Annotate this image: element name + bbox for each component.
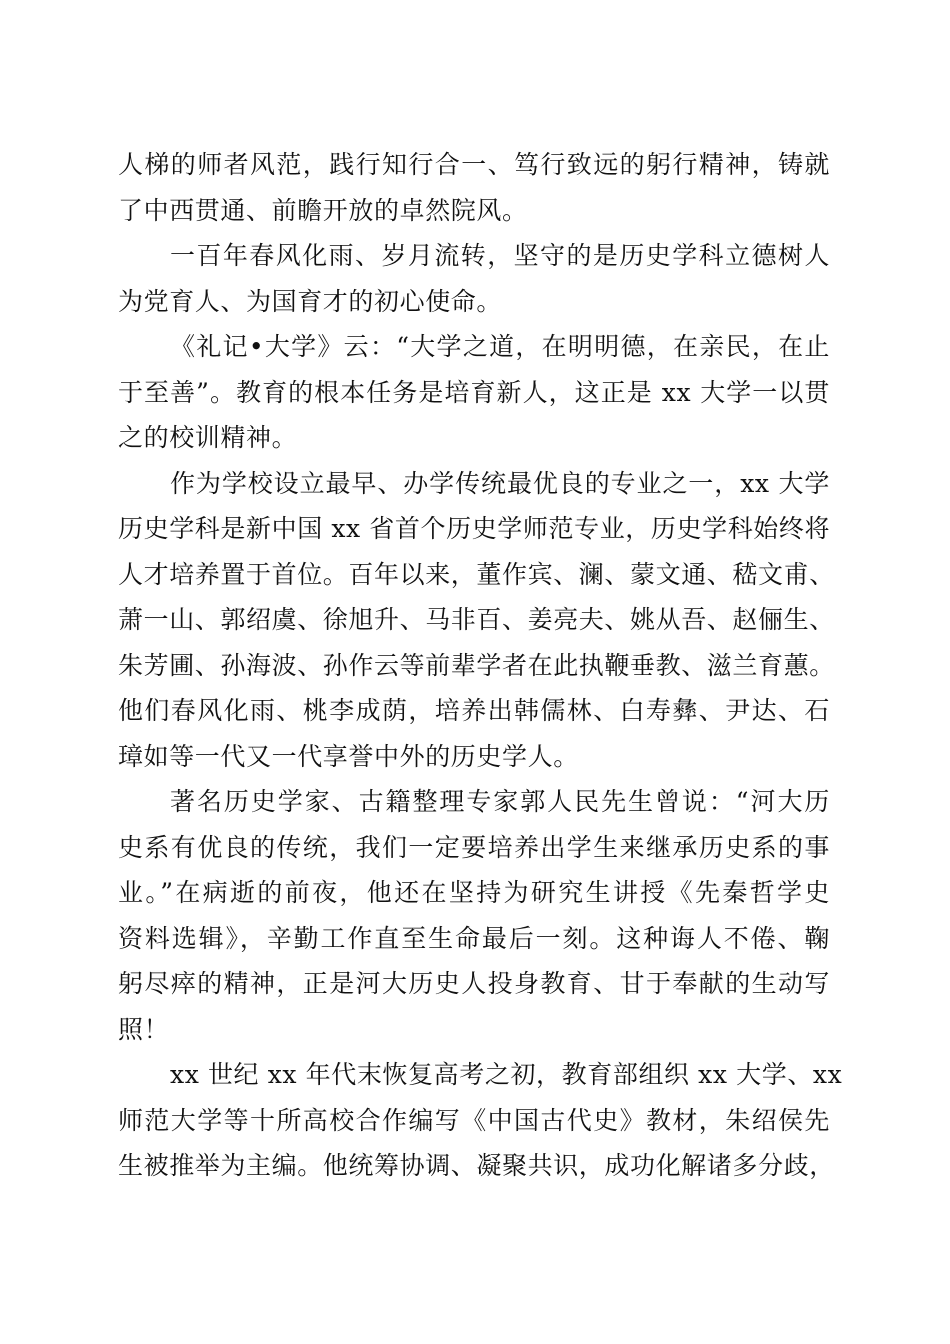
paragraph bbox=[118, 1052, 843, 1189]
text-line: 《礼记•大学》云：“大学之道，在明明德，在亲民，在止 bbox=[170, 332, 830, 361]
paragraph bbox=[118, 142, 830, 233]
paragraph bbox=[118, 233, 830, 324]
text-line: xx 世纪 xx 年代末恢复高考之初，教育部组织 xx 大学、xx bbox=[170, 1060, 843, 1089]
text-line: 于至善”。教育的根本任务是培育新人，这正是 xx 大学一以贯 bbox=[118, 377, 830, 407]
text-line: 著名历史学家、古籍整理专家郭人民先生曾说：“河大历 bbox=[170, 787, 830, 816]
text-line: 璋如等一代又一代享誉中外的历史学人。 bbox=[118, 741, 579, 771]
text-line: 了中西贯通、前瞻开放的卓然院风。 bbox=[118, 195, 528, 225]
text-line: 史系有优良的传统，我们一定要培养出学生来继承历史系的事 bbox=[118, 832, 830, 862]
text-line: 躬尽瘁的精神，正是河大历史人投身教育、甘于奉献的生动写 bbox=[118, 969, 830, 998]
paragraph bbox=[118, 779, 830, 1052]
text-line: 他们春风化雨、桃李成荫，培养出韩儒林、白寿彝、尹达、石 bbox=[118, 696, 830, 725]
paragraph bbox=[118, 461, 835, 780]
text-line: 萧一山、郭绍虞、徐旭升、马非百、姜亮夫、姚从吾、赵俪生、 bbox=[118, 605, 835, 634]
text-line: 历史学科是新中国 xx 省首个历史学师范专业，历史学科始终将 bbox=[118, 514, 831, 543]
body-text bbox=[118, 142, 843, 1189]
text-line: 朱芳圃、孙海波、孙作云等前辈学者在此执鞭垂教、滋兰育蕙。 bbox=[118, 650, 835, 680]
text-line: 人梯的师者风范，践行知行合一、笃行致远的躬行精神，铸就 bbox=[118, 150, 830, 179]
text-line: 一百年春风化雨、岁月流转，坚守的是历史学科立德树人 bbox=[170, 241, 830, 270]
text-line: 作为学校设立最早、办学传统最优良的专业之一，xx 大学 bbox=[170, 468, 830, 498]
text-line: 业。”在病逝的前夜，他还在坚持为研究生讲授《先秦哲学史 bbox=[118, 878, 830, 907]
text-line: 师范大学等十所高校合作编写《中国古代史》教材，朱绍侯先 bbox=[118, 1105, 830, 1135]
text-line: 之的校训精神。 bbox=[118, 423, 298, 452]
text-line: 照！ bbox=[118, 1014, 170, 1044]
text-line: 人才培养置于首位。百年以来，董作宾、澜、蒙文通、嵇文甫、 bbox=[118, 559, 835, 589]
text-line: 生被推举为主编。他统筹协调、凝聚共识，成功化解诸多分歧， bbox=[118, 1151, 835, 1180]
paragraph bbox=[118, 324, 830, 461]
text-line: 资料选辑》，辛勤工作直至生命最后一刻。这种诲人不倦、鞠 bbox=[118, 923, 830, 953]
text-line: 为党育人、为国育才的初心使命。 bbox=[118, 286, 503, 316]
